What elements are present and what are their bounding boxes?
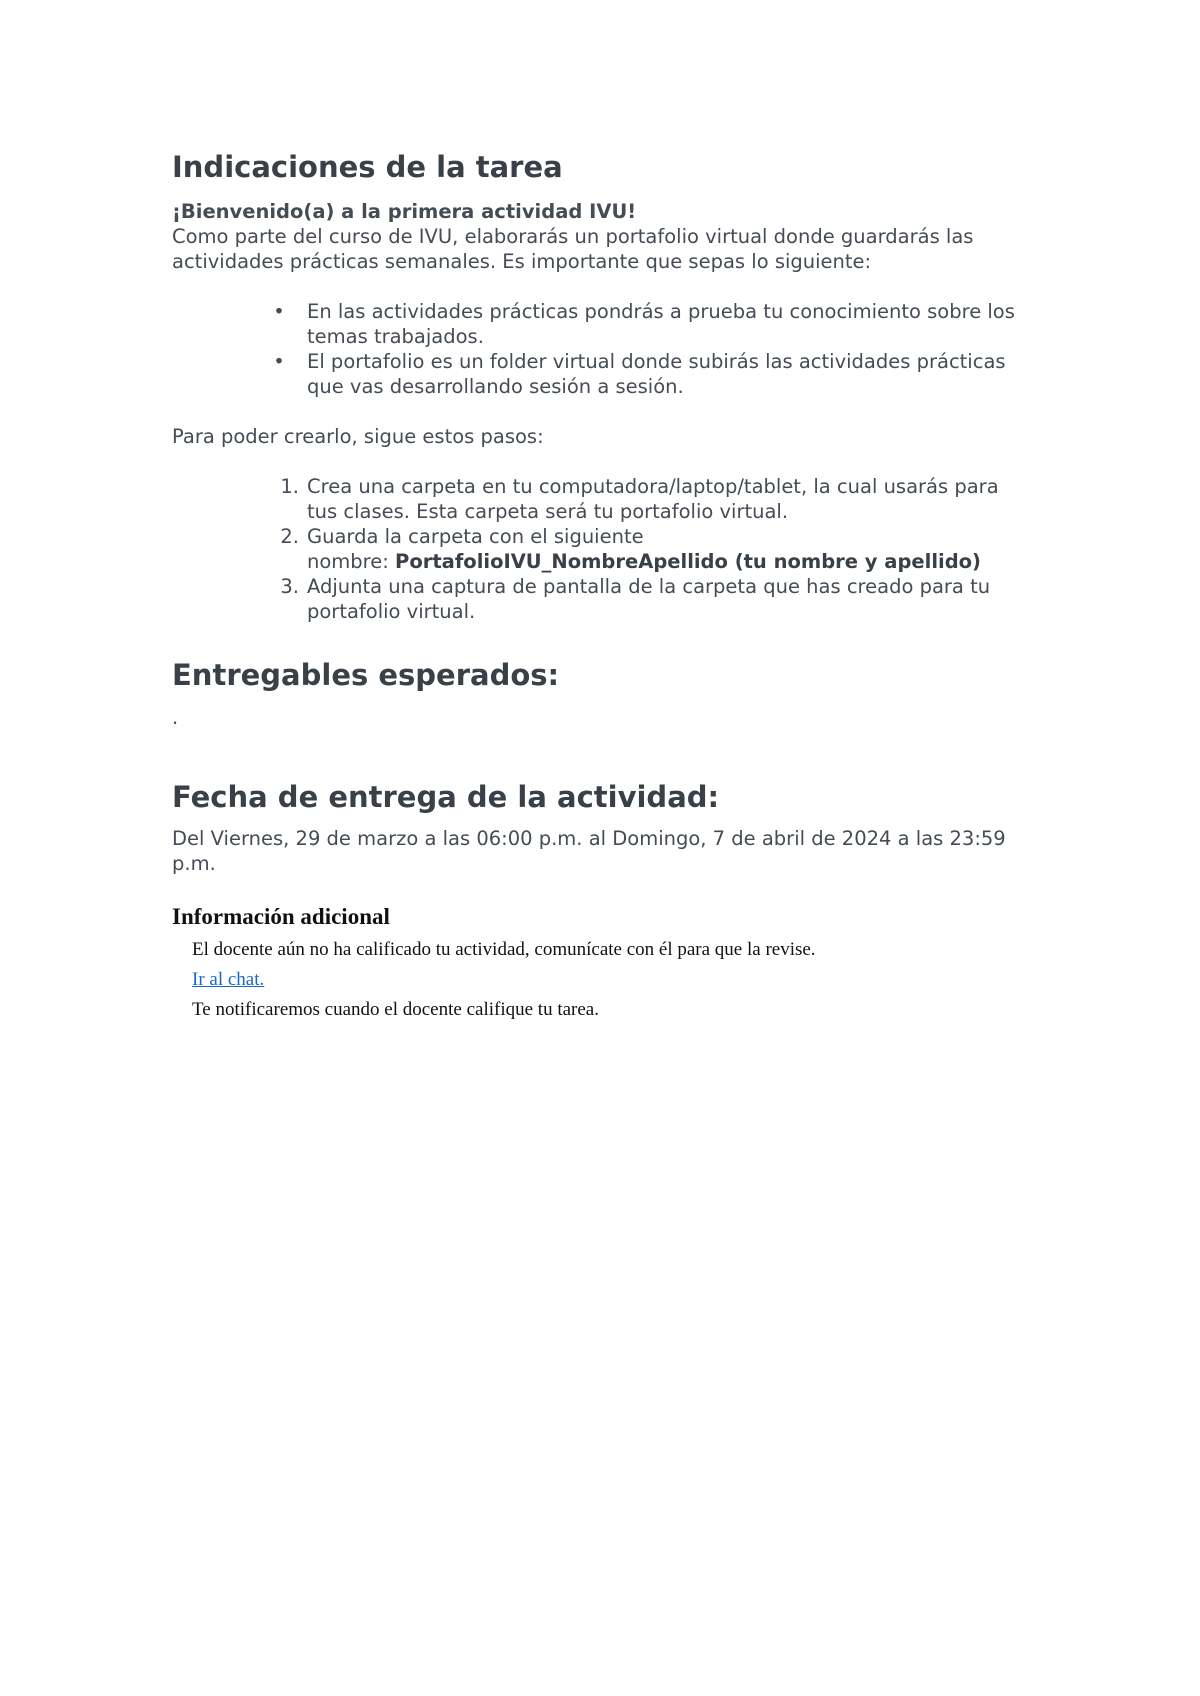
list-item xyxy=(172,474,1032,524)
list-item xyxy=(172,349,1032,399)
bullet-icon: • xyxy=(273,349,285,373)
document-page xyxy=(172,150,1032,1022)
chat-link[interactable]: Ir al chat. xyxy=(192,969,265,991)
info-bullet-list xyxy=(172,299,1032,399)
list-item xyxy=(172,524,1032,574)
intro-paragraph: Como parte del curso de IVU, elaborarás un portafolio virtual donde guardarás las actividades prácticas semanales. Es importante que sepas lo siguiente: xyxy=(172,224,974,273)
chat-link-row xyxy=(192,968,1032,992)
step-text: Adjunta una captura de pantalla de la carpeta que has creado para tu portafolio virtual. xyxy=(307,574,991,623)
deliverables-heading: Entregables esperados: xyxy=(172,657,560,692)
list-item xyxy=(172,574,1032,624)
step-number: 3. xyxy=(280,574,299,598)
deliverables-content: . xyxy=(172,705,179,729)
steps-list xyxy=(172,474,1032,624)
bullet-icon: • xyxy=(273,299,285,323)
task-heading: Indicaciones de la tarea xyxy=(172,150,563,184)
list-item xyxy=(172,299,1032,349)
steps-intro: Para poder crearlo, sigue estos pasos: xyxy=(172,424,544,448)
step-text-prefix: nombre: xyxy=(307,549,396,573)
additional-info-heading: Información adicional xyxy=(172,904,390,930)
additional-info-section xyxy=(172,904,1032,1022)
bullet-text: En las actividades prácticas pondrás a prueba tu conocimiento sobre los temas trabajados. xyxy=(307,299,1015,348)
grading-status-text: El docente aún no ha calificado tu actividad, comunícate con él para que la revise. xyxy=(192,939,816,961)
welcome-text: ¡Bienvenido(a) a la primera actividad IVU! xyxy=(172,199,637,223)
step-text: Crea una carpeta en tu computadora/laptop/tablet, la cual usarás para tus clases. Esta carpeta será tu portafolio virtual. xyxy=(307,474,999,523)
due-date-heading: Fecha de entrega de la actividad: xyxy=(172,779,720,814)
step-text: Guarda la carpeta con el siguiente xyxy=(307,524,644,548)
bullet-text: El portafolio es un folder virtual donde subirás las actividades prácticas que vas desarrollando sesión a sesión. xyxy=(307,349,1006,398)
notification-text: Te notificaremos cuando el docente califique tu tarea. xyxy=(192,999,599,1021)
step-number: 2. xyxy=(280,524,299,548)
due-date-text: Del Viernes, 29 de marzo a las 06:00 p.m. al Domingo, 7 de abril de 2024 a las 23:59 p.m. xyxy=(172,827,1006,876)
folder-name-text: PortafolioIVU_NombreApellido (tu nombre y apellido) xyxy=(395,549,981,573)
step-number: 1. xyxy=(280,474,299,498)
